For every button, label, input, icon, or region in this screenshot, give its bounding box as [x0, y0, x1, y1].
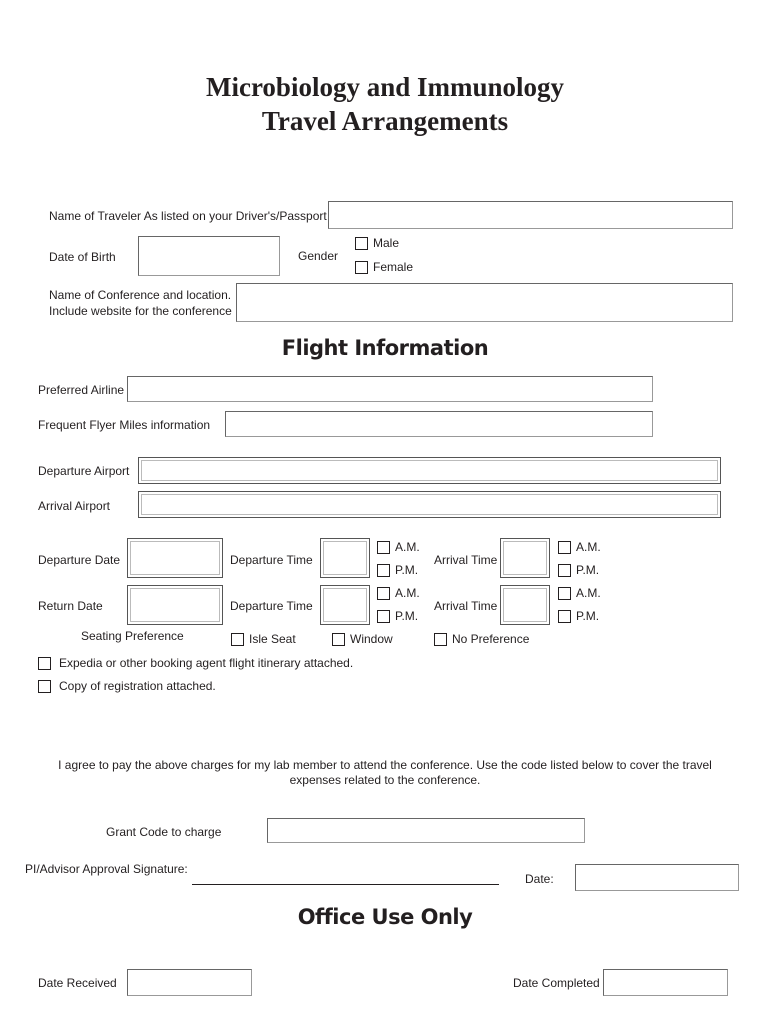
grant-code-label: Grant Code to charge — [106, 825, 222, 839]
arrival-time-am-label: A.M. — [576, 540, 601, 554]
itinerary-attached-checkbox[interactable] — [38, 657, 51, 670]
departure-time-am-checkbox[interactable] — [377, 541, 390, 554]
return-date-field[interactable] — [127, 585, 223, 625]
return-date-label: Return Date — [38, 599, 103, 613]
date-completed-field[interactable] — [603, 969, 728, 996]
arrival-time-am-checkbox[interactable] — [558, 541, 571, 554]
return-arrival-time-field[interactable] — [500, 585, 550, 625]
date-received-label: Date Received — [38, 976, 117, 990]
office-use-heading: Office Use Only — [297, 905, 473, 929]
departure-date-field[interactable] — [127, 538, 223, 578]
return-departure-time-label: Departure Time — [230, 599, 313, 613]
departure-time-label: Departure Time — [230, 553, 313, 567]
traveler-name-label: Name of Traveler As listed on your Driver's/Passport — [49, 209, 327, 223]
isle-seat-checkbox[interactable] — [231, 633, 244, 646]
frequent-flyer-field[interactable] — [225, 411, 653, 437]
form-title-line2: Travel Arrangements — [261, 106, 509, 136]
agreement-text-line1: I agree to pay the above charges for my lab member to attend the conference. Use the code listed below to cover the travel — [58, 758, 712, 772]
form-title-line1: Microbiology and Immunology — [205, 72, 565, 102]
departure-airport-label: Departure Airport — [38, 464, 130, 478]
flight-information-heading: Flight Information — [281, 336, 489, 360]
return-arrival-pm-checkbox[interactable] — [558, 610, 571, 623]
approval-date-label: Date: — [525, 872, 554, 886]
no-preference-label: No Preference — [452, 632, 530, 646]
registration-attached-checkbox[interactable] — [38, 680, 51, 693]
arrival-airport-label: Arrival Airport — [38, 499, 111, 513]
seating-preference-label: Seating Preference — [81, 629, 184, 643]
frequent-flyer-label: Frequent Flyer Miles information — [38, 418, 211, 432]
isle-seat-label: Isle Seat — [249, 632, 296, 646]
arrival-airport-field[interactable] — [138, 491, 721, 518]
signature-line[interactable] — [192, 884, 499, 885]
return-arrival-am-checkbox[interactable] — [558, 587, 571, 600]
return-departure-time-field[interactable] — [320, 585, 370, 625]
return-departure-pm-checkbox[interactable] — [377, 610, 390, 623]
agreement-text-line2: expenses related to the conference. — [289, 773, 481, 787]
arrival-time-field[interactable] — [500, 538, 550, 578]
conference-label-line1: Name of Conference and location. — [49, 288, 232, 302]
registration-attached-label: Copy of registration attached. — [59, 679, 216, 693]
preferred-airline-label: Preferred Airline — [38, 383, 125, 397]
window-checkbox[interactable] — [332, 633, 345, 646]
signature-label: PI/Advisor Approval Signature: — [25, 862, 188, 876]
return-arrival-pm-label: P.M. — [576, 609, 600, 623]
gender-female-label: Female — [373, 260, 414, 274]
departure-date-label: Departure Date — [38, 553, 121, 567]
window-label: Window — [350, 632, 393, 646]
approval-date-field[interactable] — [575, 864, 739, 891]
return-departure-am-checkbox[interactable] — [377, 587, 390, 600]
traveler-name-field[interactable] — [328, 201, 733, 229]
departure-time-pm-label: P.M. — [395, 563, 419, 577]
date-completed-label: Date Completed — [513, 976, 600, 990]
no-preference-checkbox[interactable] — [434, 633, 447, 646]
gender-male-label: Male — [373, 236, 400, 250]
conference-field[interactable] — [236, 283, 733, 322]
gender-label: Gender — [298, 249, 339, 263]
return-departure-pm-label: P.M. — [395, 609, 419, 623]
date-received-field[interactable] — [127, 969, 252, 996]
departure-time-pm-checkbox[interactable] — [377, 564, 390, 577]
arrival-time-pm-checkbox[interactable] — [558, 564, 571, 577]
arrival-time-pm-label: P.M. — [576, 563, 600, 577]
gender-male-checkbox[interactable] — [355, 237, 368, 250]
grant-code-field[interactable] — [267, 818, 585, 843]
return-arrival-time-label: Arrival Time — [434, 599, 498, 613]
arrival-time-label: Arrival Time — [434, 553, 498, 567]
return-arrival-am-label: A.M. — [576, 586, 601, 600]
departure-time-am-label: A.M. — [395, 540, 420, 554]
departure-airport-field[interactable] — [138, 457, 721, 484]
dob-label: Date of Birth — [49, 250, 116, 264]
departure-time-field[interactable] — [320, 538, 370, 578]
itinerary-attached-label: Expedia or other booking agent flight itinerary attached. — [59, 656, 354, 670]
return-departure-am-label: A.M. — [395, 586, 420, 600]
dob-field[interactable] — [138, 236, 280, 276]
conference-label-line2: Include website for the conference — [49, 304, 232, 318]
preferred-airline-field[interactable] — [127, 376, 653, 402]
gender-female-checkbox[interactable] — [355, 261, 368, 274]
